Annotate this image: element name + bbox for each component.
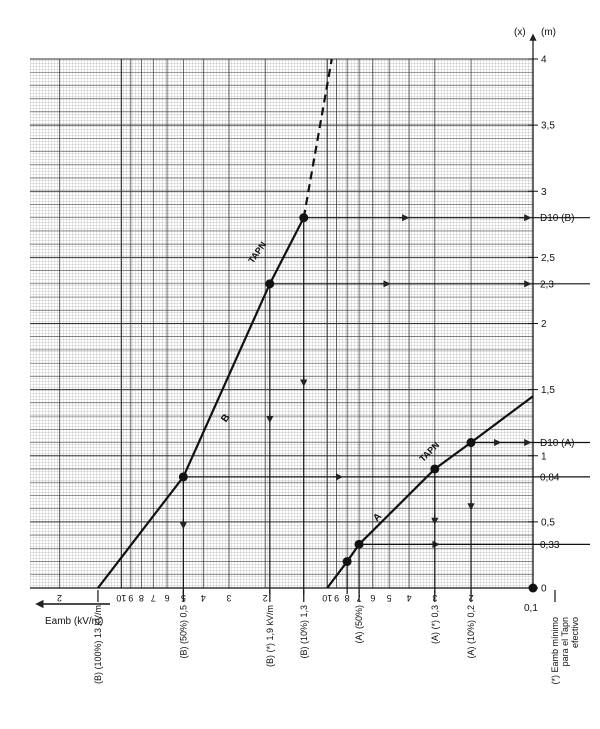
right-marker-label: D10 (A) [540,438,575,450]
x-digit-label: 6 [164,593,170,603]
x-digit-label: 10 [322,593,333,603]
series-tapn-label-A: TAPN [417,439,442,464]
x-annotation-label: (B) (10%) 1,3 [298,605,309,659]
data-point-marker [299,213,308,222]
y-tick-label: 2,5 [541,252,555,264]
y-tick-label: 0,5 [541,517,555,529]
right-marker-label: D10 (B) [540,213,575,225]
data-point-marker [355,540,364,549]
chart-grid [30,59,533,588]
x-annotation-label: (B) (50%) 0,5 [178,605,189,659]
x-digit-label: 10 [116,593,127,603]
series-label-A: A [371,511,385,524]
right-marker-label: 2,3 [540,279,554,291]
x-digit-label: 8 [344,593,350,603]
x-digit-label: 9 [334,593,340,603]
x-annotation-label: (B) (100%) 13 kV/m [92,605,103,685]
x-digit-label: 5 [180,593,186,603]
x-digit-label: 2 [262,593,268,603]
x-digit-label: 4 [200,593,206,603]
x-digit-label: 6 [370,593,376,603]
x-digit-label: 3 [432,593,438,603]
data-point-marker [179,472,188,481]
x-digit-label: 7 [356,593,362,603]
x-axis-label: Eamb (kV/m) [45,616,104,627]
x-digit-label: 3 [226,593,232,603]
y-tick-label: 1 [541,451,547,463]
y-tick-label: 2 [541,319,547,330]
data-point-marker [467,438,476,447]
data-point-marker [265,279,274,288]
x-annotation-label: (A) (*) 0,3 [429,605,440,645]
y-tick-label: 3,5 [541,120,555,132]
data-point-marker [430,464,439,473]
x-annotation-label: (B) (*) 1,9 kV/m [264,605,275,668]
y-tick-label: 1,5 [541,385,555,397]
x-digit-label: 8 [138,593,144,603]
series-label-B: B [219,412,233,425]
x-digit-label: 7 [150,593,156,603]
x-digit-label: 2 [56,593,62,603]
x-digit-label: 4 [406,593,412,603]
series-tapn-label-B: TAPN [246,239,269,266]
x-digit-label: 2 [468,593,474,603]
data-point-marker [343,557,352,566]
y-axis-label: (m) [541,27,556,38]
x-annotation-line: para el Tapn [560,617,570,667]
x-annotation-line: (*) Eamb mínimo [550,617,560,685]
right-marker-label: 0,84 [540,472,560,484]
x-annotation-line: efectivo [570,617,580,649]
x-annotation-label: (A) (50%) [354,605,365,644]
y-tick-label: 3 [541,186,547,198]
x-digit-label: 9 [128,593,134,603]
y-unit-label: (x) [514,27,526,38]
y-tick-label: 4 [541,54,547,66]
right-marker-label: 0,33 [540,539,560,551]
y-tick-label: 0 [541,583,547,595]
x-annotation-label: (A) (10%) 0,2 [466,605,477,659]
x-digit-label: 5 [386,593,392,603]
x-annotation-label [550,617,580,685]
x-annotation-origin: 0,1 [524,603,538,614]
